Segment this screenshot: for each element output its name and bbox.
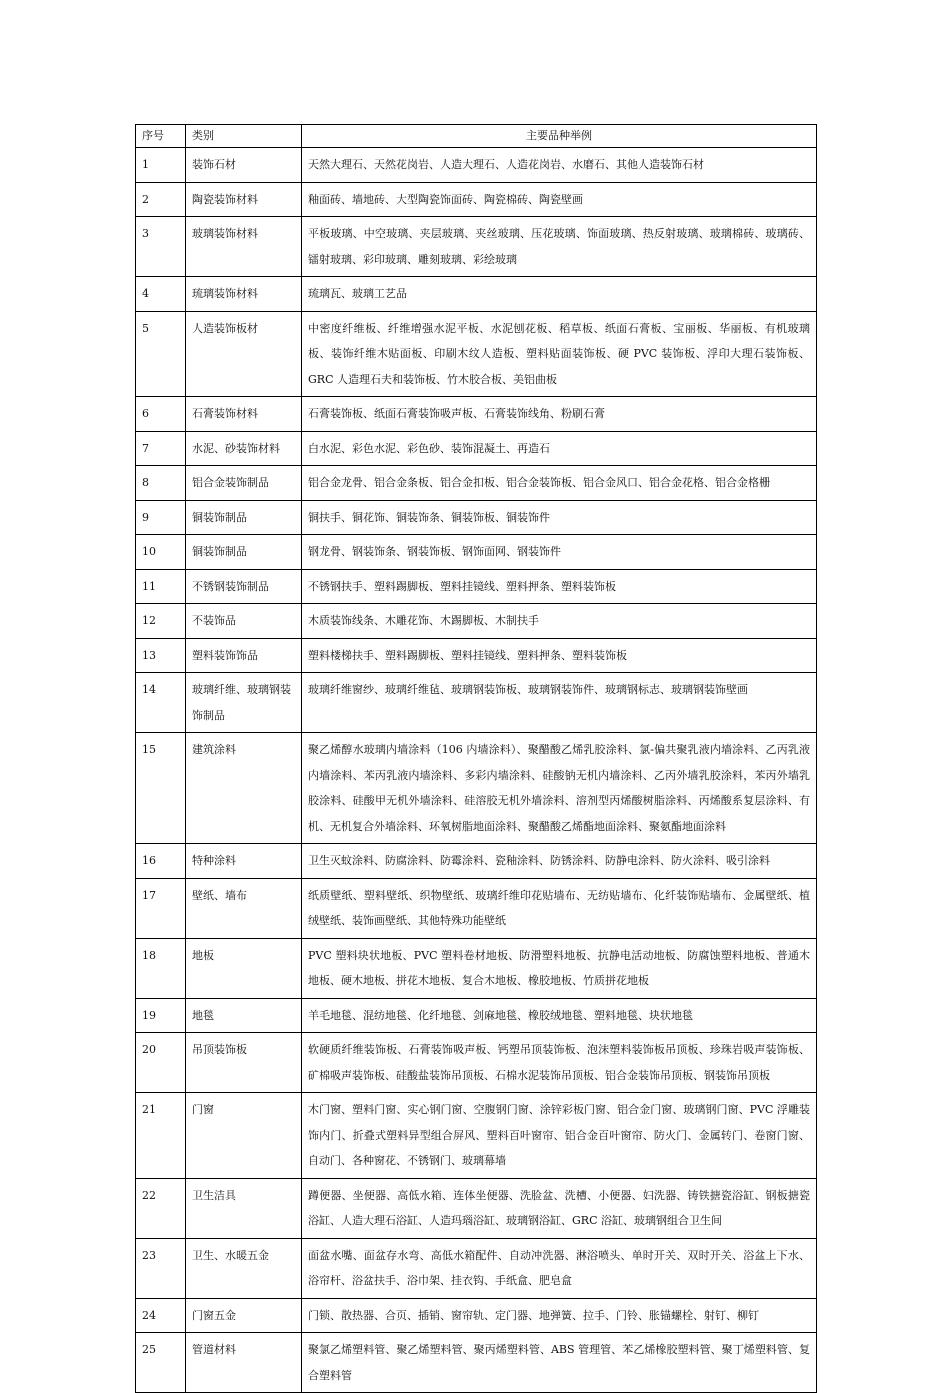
row-index: 14 [136,673,186,733]
table-row [136,1033,817,1093]
row-category: 琉璃装饰材料 [186,277,302,312]
row-category: 玻璃纤维、玻璃钢装饰制品 [186,673,302,733]
row-examples: 铝合金龙骨、铝合金条板、铝合金扣板、铝合金装饰板、铝合金风口、铝合金花格、铝合金格栅 [302,466,817,501]
row-category: 卫生、水暖五金 [186,1238,302,1298]
row-examples: 铜扶手、铜花饰、铜装饰条、铜装饰板、铜装饰件 [302,500,817,535]
table-row [136,466,817,501]
row-index: 10 [136,535,186,570]
row-examples: 钢龙骨、钢装饰条、钢装饰板、钢饰面网、钢装饰件 [302,535,817,570]
header-examples: 主要品种举例 [302,125,817,148]
table-row [136,938,817,998]
row-index: 12 [136,604,186,639]
row-category: 装饰石材 [186,148,302,183]
table-row [136,673,817,733]
row-examples: 羊毛地毯、混纺地毯、化纤地毯、剑麻地毯、橡胶绒地毯、塑料地毯、块状地毯 [302,998,817,1033]
row-category: 铜装饰制品 [186,500,302,535]
row-index: 6 [136,397,186,432]
row-examples: 聚氯乙烯塑料管、聚乙烯塑料管、聚丙烯塑料管、ABS 管理管、苯乙烯橡胶塑料管、聚丁烯塑料管、复合塑料管 [302,1333,817,1393]
table-row [136,217,817,277]
header-category: 类别 [186,125,302,148]
row-examples: 纸质壁纸、塑料壁纸、织物壁纸、玻璃纤维印花贴墙布、无纺贴墙布、化纤装饰贴墙布、金属壁纸、植绒壁纸、装饰画壁纸、其他特殊功能壁纸 [302,878,817,938]
table-row [136,500,817,535]
row-examples: 蹲便器、坐便器、高低水箱、连体坐便器、洗脸盆、洗槽、小便器、妇洗器、铸铁搪瓷浴缸、钢板搪瓷浴缸、人造大理石浴缸、人造玛瑙浴缸、玻璃钢浴缸、GRC 浴缸、玻璃钢组合卫生间 [302,1178,817,1238]
table-row [136,535,817,570]
row-category: 特种涂料 [186,844,302,879]
row-examples: 不锈钢扶手、塑料踢脚板、塑料挂镜线、塑料押条、塑料装饰板 [302,569,817,604]
row-index: 3 [136,217,186,277]
row-examples: 门锁、散热器、合页、插销、窗帘轨、定门器、地弹簧、拉手、门铃、胀锚螺栓、射钉、柳钉 [302,1298,817,1333]
row-index: 21 [136,1093,186,1179]
row-category: 管道材料 [186,1333,302,1393]
header-index: 序号 [136,125,186,148]
row-examples: 卫生灭蚊涂料、防腐涂料、防霉涂料、瓷釉涂料、防锈涂料、防静电涂料、防火涂料、吸引涂料 [302,844,817,879]
table-row [136,431,817,466]
row-examples: 木质装饰线条、木雕花饰、木踢脚板、木制扶手 [302,604,817,639]
row-index: 19 [136,998,186,1033]
table-row [136,569,817,604]
row-examples: 釉面砖、墙地砖、大型陶瓷饰面砖、陶瓷棉砖、陶瓷壁画 [302,182,817,217]
table-row [136,1333,817,1393]
row-examples: 琉璃瓦、玻璃工艺品 [302,277,817,312]
row-category: 不锈钢装饰制品 [186,569,302,604]
row-category: 吊顶装饰板 [186,1033,302,1093]
row-index: 25 [136,1333,186,1393]
row-index: 8 [136,466,186,501]
row-index: 9 [136,500,186,535]
table-row [136,878,817,938]
row-examples: 白水泥、彩色水泥、彩色砂、装饰混凝土、再造石 [302,431,817,466]
table-row [136,311,817,397]
row-category: 卫生洁具 [186,1178,302,1238]
row-examples: 面盆水嘴、面盆存水弯、高低水箱配件、自动冲洗器、淋浴喷头、单时开关、双时开关、浴盆上下水、浴帘杆、浴盆扶手、浴巾架、挂衣钩、手纸盒、肥皂盒 [302,1238,817,1298]
row-category: 不装饰品 [186,604,302,639]
table-row [136,1298,817,1333]
row-index: 18 [136,938,186,998]
table-body [136,148,817,1393]
row-index: 24 [136,1298,186,1333]
row-examples: 塑料楼梯扶手、塑料踢脚板、塑料挂镜线、塑料押条、塑料装饰板 [302,638,817,673]
row-examples: PVC 塑料块状地板、PVC 塑料卷材地板、防滑塑料地板、抗静电活动地板、防腐蚀塑料地板、普通木地板、硬木地板、拼花木地板、复合木地板、橡胶地板、竹质拼花地板 [302,938,817,998]
table-row [136,1238,817,1298]
table-row [136,733,817,844]
materials-table [135,124,817,1393]
row-category: 铜装饰制品 [186,535,302,570]
row-index: 11 [136,569,186,604]
row-examples: 平板玻璃、中空玻璃、夹层玻璃、夹丝玻璃、压花玻璃、饰面玻璃、热反射玻璃、玻璃棉砖、玻璃砖、镭射玻璃、彩印玻璃、雕刻玻璃、彩绘玻璃 [302,217,817,277]
table-row [136,277,817,312]
row-index: 17 [136,878,186,938]
table-row [136,148,817,183]
table-row [136,397,817,432]
row-examples: 天然大理石、天然花岗岩、人造大理石、人造花岗岩、水磨石、其他人造装饰石材 [302,148,817,183]
row-category: 门窗五金 [186,1298,302,1333]
row-category: 铝合金装饰制品 [186,466,302,501]
row-category: 建筑涂料 [186,733,302,844]
row-index: 2 [136,182,186,217]
row-index: 15 [136,733,186,844]
header-row [136,125,817,148]
row-examples: 中密度纤维板、纤维增强水泥平板、水泥刨花板、稻草板、纸面石膏板、宝丽板、华丽板、有机玻璃板、装饰纤维木贴面板、印刷木纹人造板、塑料贴面装饰板、硬 PVC 装饰板、浮印大理石装饰板、GRC 人造理石夫和装饰板、竹木胶合板、美铝曲板 [302,311,817,397]
table-row [136,1178,817,1238]
row-index: 23 [136,1238,186,1298]
row-examples: 软硬质纤维装饰板、石膏装饰吸声板、钙塑吊顶装饰板、泡沫塑料装饰板吊顶板、珍珠岩吸声装饰板、矿棉吸声装饰板、硅酸盐装饰吊顶板、石棉水泥装饰吊顶板、铝合金装饰吊顶板、钢装饰吊顶板 [302,1033,817,1093]
row-category: 地毯 [186,998,302,1033]
row-index: 1 [136,148,186,183]
row-index: 20 [136,1033,186,1093]
row-examples: 石膏装饰板、纸面石膏装饰吸声板、石膏装饰线角、粉刷石膏 [302,397,817,432]
row-index: 4 [136,277,186,312]
row-category: 地板 [186,938,302,998]
row-category: 壁纸、墙布 [186,878,302,938]
row-category: 陶瓷装饰材料 [186,182,302,217]
row-index: 16 [136,844,186,879]
row-examples: 玻璃纤维窗纱、玻璃纤维毡、玻璃钢装饰板、玻璃钢装饰件、玻璃钢标志、玻璃钢装饰壁画 [302,673,817,733]
row-category: 人造装饰板材 [186,311,302,397]
table-row [136,638,817,673]
row-category: 门窗 [186,1093,302,1179]
row-examples: 木门窗、塑料门窗、实心钢门窗、空腹钢门窗、涂锌彩板门窗、铝合金门窗、玻璃钢门窗、PVC 浮雕装饰内门、折叠式塑料异型组合屏风、塑料百叶窗帘、铝合金百叶窗帘、防火门、金属转门、卷窗门窗、自动门、各种窗花、不锈钢门、玻璃幕墙 [302,1093,817,1179]
row-category: 石膏装饰材料 [186,397,302,432]
row-index: 22 [136,1178,186,1238]
row-examples: 聚乙烯醇水玻璃内墙涂料（106 内墙涂料）、聚醋酸乙烯乳胶涂料、氯-偏共聚乳液内墙涂料、乙丙乳液内墙涂料、苯丙乳液内墙涂料、多彩内墙涂料、硅酸钠无机内墙涂料、乙丙外墙乳胶涂料，苯丙外墙乳胶涂料、硅酸甲无机外墙涂料、硅溶胶无机外墙涂料、溶剂型丙烯酸树脂涂料、丙烯酸系复层涂料、有机、无机复合外墙涂料、环氧树脂地面涂料、聚醋酸乙烯酯地面涂料、聚氨酯地面涂料 [302,733,817,844]
row-index: 7 [136,431,186,466]
row-category: 水泥、砂装饰材料 [186,431,302,466]
table-row [136,604,817,639]
table-row [136,844,817,879]
table-row [136,1093,817,1179]
row-index: 5 [136,311,186,397]
table-row [136,998,817,1033]
row-index: 13 [136,638,186,673]
row-category: 塑料装饰饰品 [186,638,302,673]
row-category: 玻璃装饰材料 [186,217,302,277]
table-row [136,182,817,217]
